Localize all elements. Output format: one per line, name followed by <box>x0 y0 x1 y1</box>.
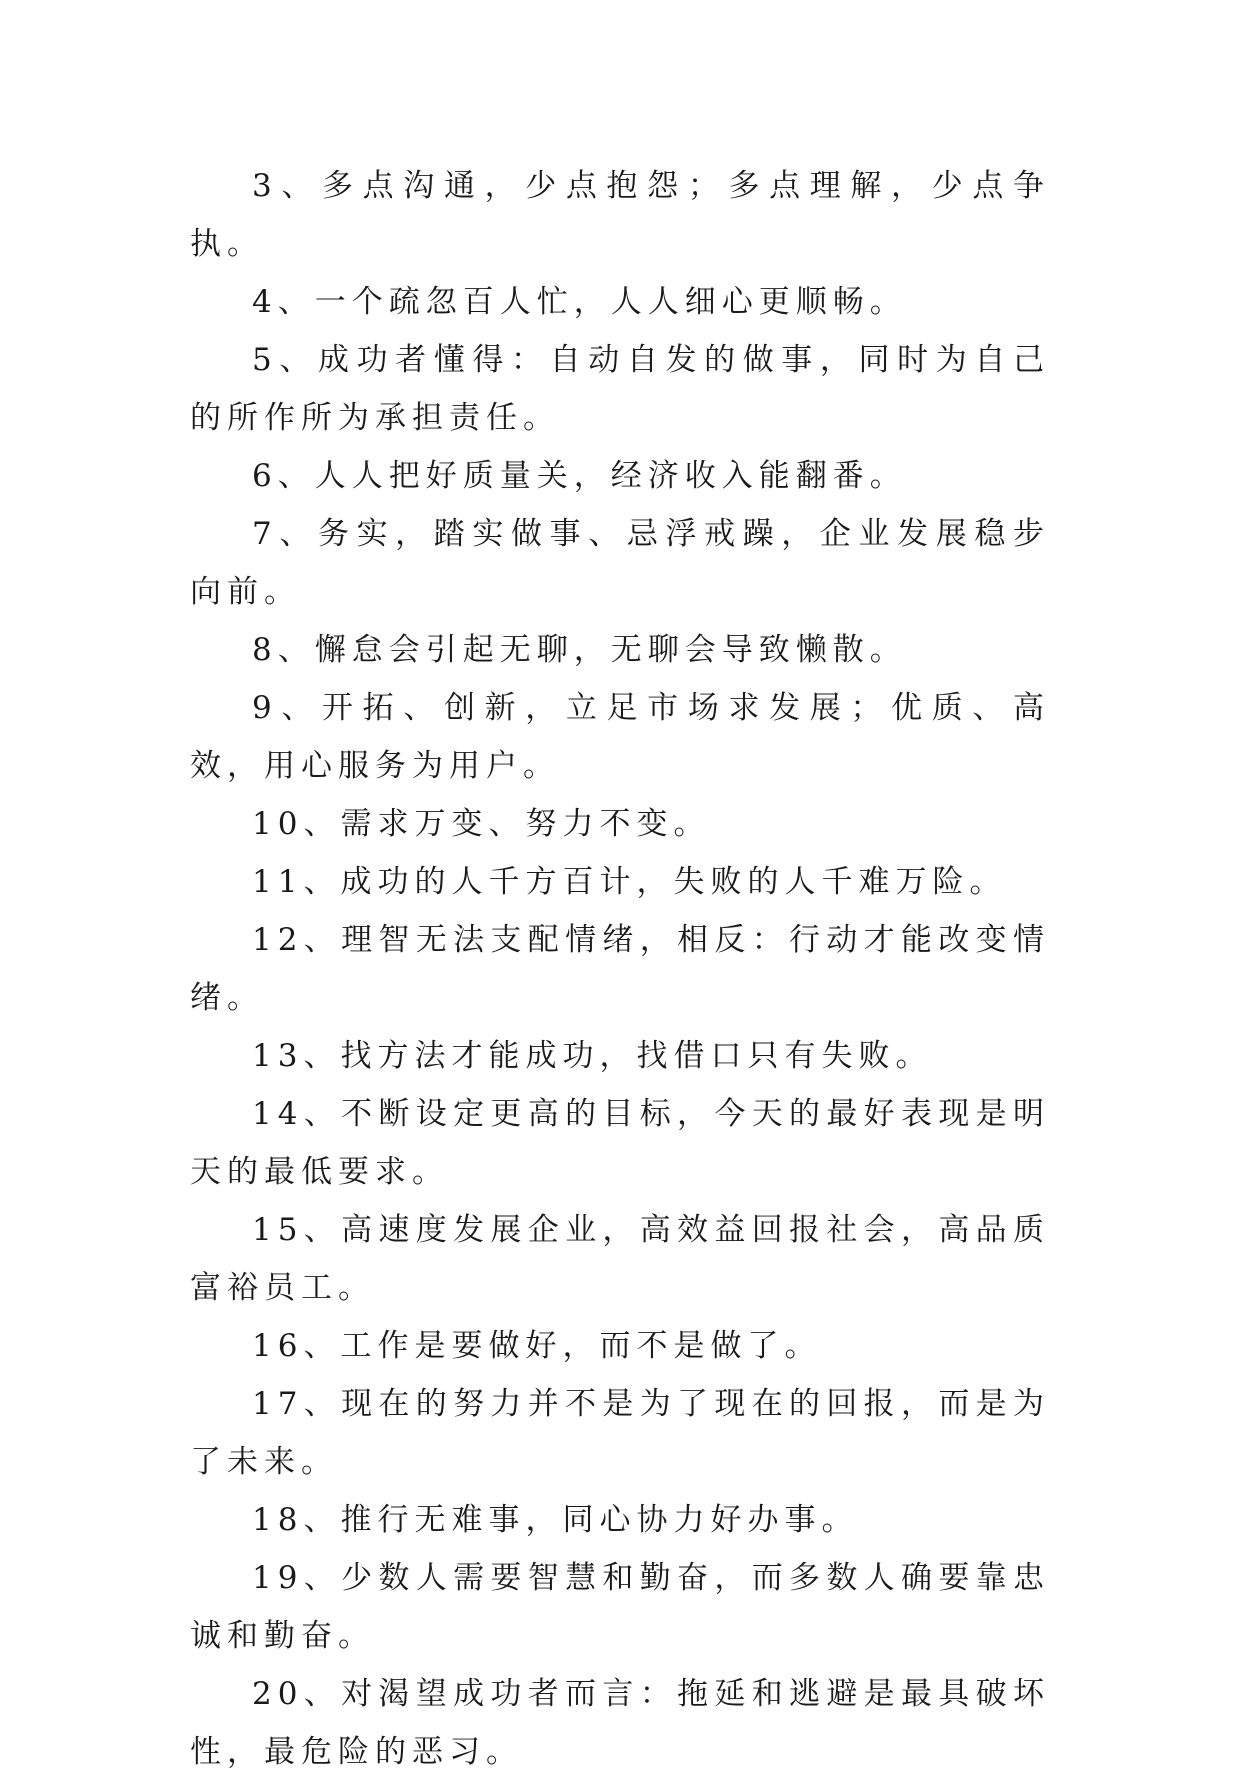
list-item: 11、成功的人千方百计，失败的人千难万险。 <box>252 864 1007 900</box>
list-item: 12、理智无法支配情绪，相反：行动才能改变情绪。 <box>190 922 1050 1016</box>
list-item: 10、需求万变、努力不变。 <box>252 806 711 842</box>
list-item: 19、少数人需要智慧和勤奋，而多数人确要靠忠诚和勤奋。 <box>190 1560 1050 1654</box>
list-item: 13、找方法才能成功，找借口只有失败。 <box>252 1038 933 1074</box>
list-item: 20、对渴望成功者而言：拖延和逃避是最具破坏性，最危险的恶习。 <box>190 1676 1050 1770</box>
list-item: 3、多点沟通，少点抱怨；多点理解，少点争执。 <box>190 168 1050 262</box>
list-item: 8、懈怠会引起无聊，无聊会导致懒散。 <box>252 632 907 668</box>
list-item: 17、现在的努力并不是为了现在的回报，而是为了未来。 <box>190 1386 1050 1480</box>
list-item: 18、推行无难事，同心协力好办事。 <box>252 1502 859 1538</box>
list-item: 14、不断设定更高的目标，今天的最好表现是明天的最低要求。 <box>190 1096 1050 1190</box>
document-body <box>190 157 1050 1781</box>
list-item: 15、高速度发展企业，高效益回报社会，高品质富裕员工。 <box>190 1212 1050 1306</box>
list-item: 5、成功者懂得：自动自发的做事，同时为自己的所作所为承担责任。 <box>190 342 1050 436</box>
list-item: 9、开拓、创新，立足市场求发展；优质、高效，用心服务为用户。 <box>190 690 1050 784</box>
list-item: 4、一个疏忽百人忙，人人细心更顺畅。 <box>252 284 907 320</box>
list-item: 6、人人把好质量关，经济收入能翻番。 <box>252 458 907 494</box>
list-item: 16、工作是要做好，而不是做了。 <box>252 1328 822 1364</box>
list-item: 7、务实，踏实做事、忌浮戒躁，企业发展稳步向前。 <box>190 516 1050 610</box>
